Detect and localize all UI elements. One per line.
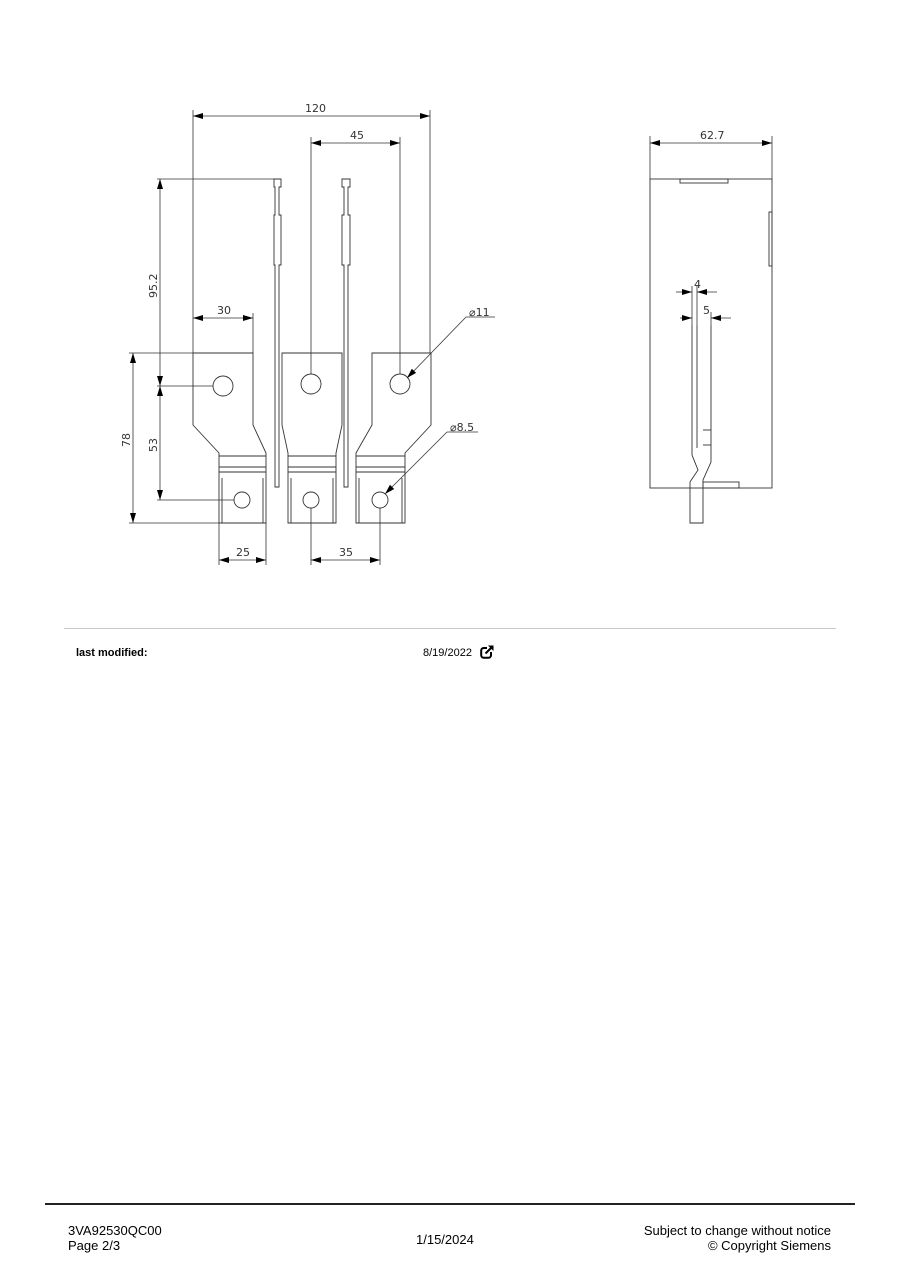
- middle-hole-upper: [301, 374, 321, 394]
- front-dimension-labels: [120, 102, 490, 559]
- right-terminal: [356, 353, 431, 523]
- dim-tab-height: 95.2: [147, 273, 160, 298]
- left-hole-lower: [234, 492, 250, 508]
- page-number: Page 2/3: [68, 1238, 121, 1253]
- leader-11: [407, 317, 466, 378]
- side-dimensions: [650, 136, 772, 325]
- left-tab: [274, 179, 281, 487]
- front-dimensions: [129, 110, 495, 565]
- side-conductor: [690, 325, 711, 523]
- footer-right: [644, 1223, 831, 1253]
- dim-lower-terminal-width: 25: [236, 546, 250, 559]
- side-view: [650, 179, 772, 523]
- order-number: 3VA92530QC00: [68, 1223, 162, 1238]
- footer-date: 1/15/2024: [416, 1232, 474, 1247]
- left-hole-upper: [213, 376, 233, 396]
- dim-hole-diameter: ⌀11: [469, 306, 490, 319]
- dim-hole-spacing-vertical: 53: [147, 438, 160, 452]
- dim-center-to-right: 45: [350, 129, 364, 142]
- metadata-separator: [64, 628, 836, 629]
- dim-overall-width: 120: [305, 102, 326, 115]
- front-view: [193, 179, 431, 523]
- side-dimension-labels: [694, 129, 725, 317]
- footer-left: [68, 1223, 162, 1253]
- dim-thickness-lower: 5: [703, 304, 710, 317]
- right-hole-upper: [390, 374, 410, 394]
- middle-hole-lower: [303, 492, 319, 508]
- right-hole-lower: [372, 492, 388, 508]
- copyright: © Copyright Siemens: [707, 1238, 831, 1253]
- footer-separator: [45, 1203, 855, 1205]
- dim-terminal-width: 30: [217, 304, 231, 317]
- technical-drawing: [0, 0, 900, 620]
- dim-small-hole-diameter: ⌀8.5: [450, 421, 475, 434]
- dim-thickness-upper: 4: [694, 278, 701, 291]
- last-modified-label: last modified:: [76, 647, 148, 659]
- external-link-icon[interactable]: [480, 645, 494, 659]
- dim-total-height: 78: [120, 433, 133, 447]
- middle-tab: [342, 179, 350, 487]
- last-modified-value: 8/19/2022: [423, 647, 472, 659]
- dim-lower-hole-spacing: 35: [339, 546, 353, 559]
- change-notice: Subject to change without notice: [643, 1223, 831, 1238]
- dim-depth: 62.7: [700, 129, 725, 142]
